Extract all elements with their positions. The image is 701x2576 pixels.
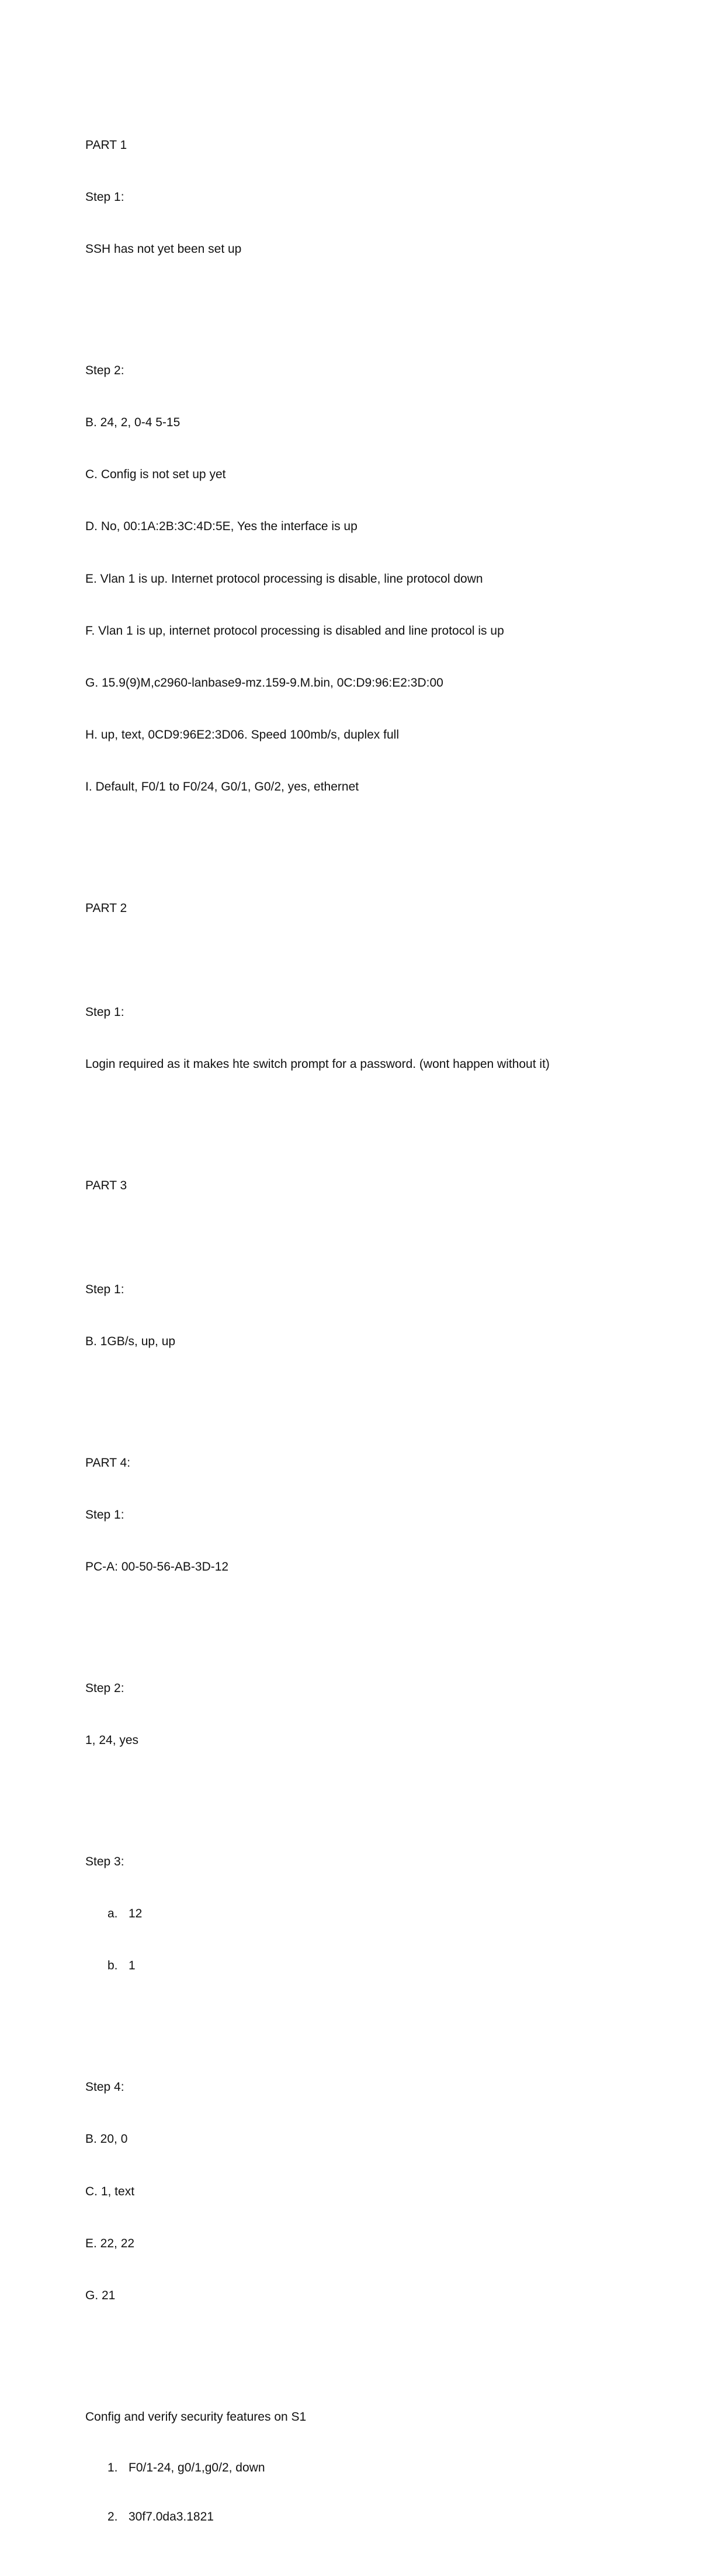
part-1-step-2-label: Step 2: xyxy=(85,364,124,378)
part-4-step-4-label: Step 4: xyxy=(85,2080,124,2094)
spacer xyxy=(85,1610,646,1628)
part-1-step-2-item: C. Config is not set up yet xyxy=(85,468,226,482)
list-item xyxy=(85,2460,646,2475)
part-3-heading: PART 3 xyxy=(85,1179,127,1192)
part-1-step-2-item: E. Vlan 1 is up. Internet protocol processing is disable, line protocol down xyxy=(85,572,483,586)
part-4-step-4-item: C. 1, text xyxy=(85,2184,135,2198)
spacer xyxy=(85,1784,646,1801)
part-3-step-1-text: B. 1GB/s, up, up xyxy=(85,1335,176,1349)
part-3-step-1-label: Step 1: xyxy=(85,1283,124,1297)
part-2-step-1-text: Login required as it makes hte switch prompt for a password. (wont happen without it) xyxy=(85,1057,550,1071)
list-item-text: 12 xyxy=(129,1907,143,1921)
spacer xyxy=(85,952,646,969)
list-marker: b. xyxy=(107,1959,118,1973)
part-4-step-2-text: 1, 24, yes xyxy=(85,1733,139,1747)
part-4-step-1-label: Step 1: xyxy=(85,1508,124,1522)
security-heading: Config and verify security features on S1 xyxy=(85,2410,307,2424)
part-1-step-2-item: D. No, 00:1A:2B:3C:4D:5E, Yes the interface is up xyxy=(85,520,358,534)
spacer xyxy=(85,1385,646,1402)
part-4-step-4-item: E. 22, 22 xyxy=(85,2236,135,2250)
spacer xyxy=(85,830,646,848)
part-4-heading: PART 4: xyxy=(85,1456,131,1470)
list-item xyxy=(85,2509,646,2524)
part-2-heading: PART 2 xyxy=(85,901,127,915)
part-1-step-1-text: SSH has not yet been set up xyxy=(85,242,242,256)
part-4-step-1-text: PC-A: 00-50-56-AB-3D-12 xyxy=(85,1560,229,1574)
part-1-step-2-item: B. 24, 2, 0-4 5-15 xyxy=(85,416,181,430)
part-4-step-3-label: Step 3: xyxy=(85,1855,124,1869)
part-2-step-1-label: Step 1: xyxy=(85,1005,124,1019)
part-1-heading: PART 1 xyxy=(85,138,127,152)
spacer xyxy=(85,2339,646,2356)
list-marker: 1. xyxy=(107,2460,118,2474)
part-1-step-2-item: F. Vlan 1 is up, internet protocol processing is disabled and line protocol is up xyxy=(85,624,504,638)
list-item-text: 1 xyxy=(129,1959,136,1973)
part-4-step-4-item: B. 20, 0 xyxy=(85,2132,128,2146)
document-body xyxy=(85,85,646,2576)
list-item-text: 30f7.0da3.1821 xyxy=(129,2510,214,2524)
part-4-step-4-item: G. 21 xyxy=(85,2288,116,2302)
spacer xyxy=(85,1229,646,1247)
part-4-step-2-label: Step 2: xyxy=(85,1682,124,1696)
part-1-step-1-label: Step 1: xyxy=(85,190,124,204)
part-1-step-2-item: G. 15.9(9)M,c2960-lanbase9-mz.159-9.M.bin, 0C:D9:96:E2:3D:00 xyxy=(85,676,443,690)
list-marker: a. xyxy=(107,1907,118,1921)
list-item xyxy=(85,1905,646,1923)
spacer xyxy=(85,1108,646,1125)
spacer xyxy=(85,2010,646,2027)
part-1-step-2-item: H. up, text, 0CD9:96E2:3D06. Speed 100mb/s, duplex full xyxy=(85,727,399,742)
list-item xyxy=(85,1957,646,1975)
list-item-text: F0/1-24, g0/1,g0/2, down xyxy=(129,2460,265,2474)
spacer xyxy=(85,293,646,310)
list-marker: 2. xyxy=(107,2510,118,2524)
part-1-step-2-item: I. Default, F0/1 to F0/24, G0/1, G0/2, yes, ethernet xyxy=(85,779,359,793)
